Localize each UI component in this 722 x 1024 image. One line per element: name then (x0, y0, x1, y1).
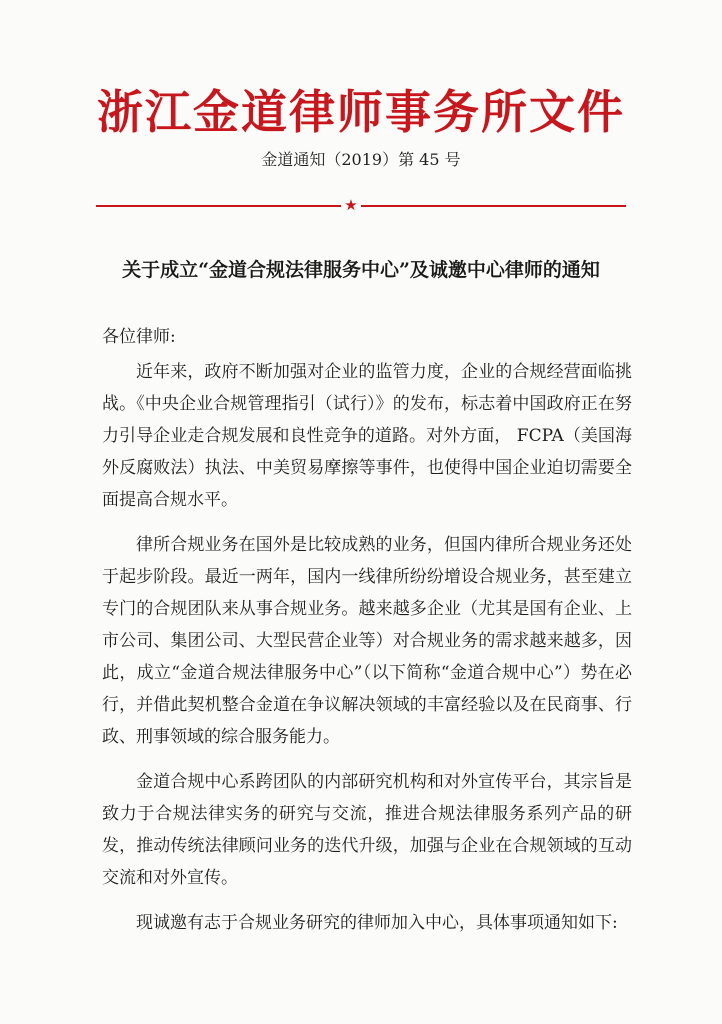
divider-line-left (96, 205, 341, 207)
notice-title: 关于成立“金道合规法律服务中心”及诚邀中心律师的通知 (122, 259, 600, 281)
paragraph: 律所合规业务在国外是比较成熟的业务，但国内律所合规业务还处于起步阶段。最近一两年，国内一线律所纷纷增设合规业务，甚至建立专门的合规团队来从事合规业务。越来越多企业（尤其是国有企业、上市公司、集团公司、大型民营企业等）对合规业务的需求越来越多，因此，成立“金道合规法律服务中心”（以下简称“金道合规中心”）势在必行，并借此契机整合金道在争议解决领域的丰富经验以及在民商事、行政、刑事领域的综合服务能力。 (102, 535, 632, 747)
salutation: 各位律师: (102, 327, 176, 347)
red-divider (96, 198, 626, 212)
paragraph: 金道合规中心系跨团队的内部研究机构和对外宣传平台，其宗旨是致力于合规法律实务的研究与交流，推进合规法律服务系列产品的研发，推动传统法律顾问业务的迭代升级，加强与企业在合规领域的互动交流和对外宣传。 (102, 772, 632, 888)
notice-body (102, 356, 632, 952)
document-number: 金道通知（2019）第 45 号 (261, 150, 461, 169)
divider-line-right (361, 205, 626, 207)
star-icon: ★ (344, 196, 358, 214)
letterhead-title: 浙江金道律师事务所文件 (97, 85, 625, 139)
paragraph: 现诚邀有志于合规业务研究的律师加入中心，具体事项通知如下: (136, 913, 618, 933)
paragraph: 近年来，政府不断加强对企业的监管力度，企业的合规经营面临挑战。《中央企业合规管理指引（试行）》的发布，标志着中国政府正在努力引导企业走合规发展和良性竞争的道路。对外方面， FCPA（美国海外反腐败法）执法、中美贸易摩擦等事件，也使得中国企业迫切需要全面提高合规水平。 (102, 362, 632, 510)
